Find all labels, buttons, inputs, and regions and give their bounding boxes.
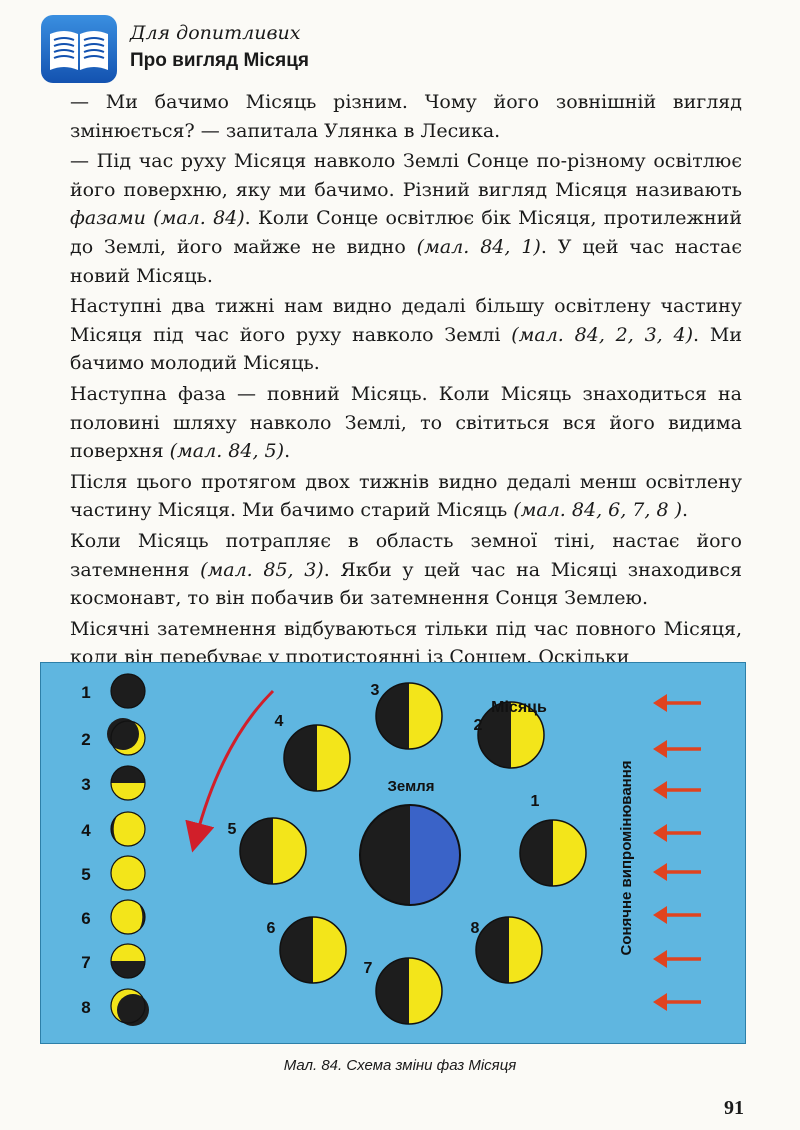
paragraph [70,468,742,525]
figure-reference: (мал. 85, 3) [200,558,324,581]
phase-number: 6 [81,909,91,928]
text-run: . Якби у цей час на Місяці знаходився космонавт, то він побачив би затемнення Сонця Землею. [70,558,742,610]
phase-lit-half [111,783,145,800]
phase-dark-half [111,961,145,978]
orbit-moon-lit [409,683,442,749]
paragraph [70,527,742,613]
phase-number: 4 [81,821,91,840]
orbit-number: 6 [266,920,276,937]
text-run: . [682,499,689,522]
sun-ray-arrowhead [653,950,667,968]
moon-phases-diagram [40,662,746,1044]
orbit-number: 1 [530,793,540,810]
phase-number: 3 [81,775,91,794]
text-run: . Коли Сонце освітлює бік Місяця, протилежний до Землі, його майже не видно [70,207,743,258]
orbit-number: 4 [274,713,284,730]
text-run: Місячні затемнення відбуваються тільки під час повного Місяця, коли він перебуває у протистоянні із Сонцем. Оскільки [70,617,742,669]
sun-ray-arrowhead [653,863,667,881]
orbit-moon-lit [317,725,350,791]
orbit-moon-lit [553,820,586,886]
sun-radiation-label: Сонячне випромінювання [618,760,635,956]
text-run: Після цього протягом двох тижнів видно дедалі менш освітлену частину Місяця. Ми бачимо старий Місяць [70,470,742,522]
sun-ray-arrowhead [653,740,667,758]
phase-number: 5 [81,865,91,884]
sun-ray-arrowhead [653,906,667,924]
text-run: . Ми бачимо молодий Місяць. [70,323,742,375]
text-run: Наступні два тижні нам видно дедалі більшу освітлену частину Місяця під час його руху навколо Землі [70,295,742,346]
moon-label: Місяць [491,699,547,716]
sun-ray-arrowhead [653,694,667,712]
sun-ray-arrowhead [653,993,667,1011]
sun-ray-arrowhead [653,824,667,842]
sun-ray-arrowhead [653,781,667,799]
phase-number: 1 [81,683,91,702]
figure-caption: Мал. 84. Схема зміни фаз Місяця [283,1057,517,1074]
orbit-moon-lit [409,958,442,1024]
text-run: . У цей час настає новий Місяць. [70,235,742,287]
figure-reference: (мал. 84, 5) [169,440,285,463]
section-title: Про вигляд Місяця [130,50,309,71]
orbit-number: 7 [363,960,373,977]
paragraph [70,292,742,378]
phase-number: 8 [81,998,91,1017]
figure-reference: фазами (мал. 84) [70,207,245,230]
paragraph [70,147,742,290]
figure-reference: (мал. 84, 6, 7, 8 ) [513,499,683,522]
phase-number: 2 [81,730,91,749]
text-run: — Ми бачимо Місяць різним. Чому його зовнішній вигляд змінюється? — запитала Улянка в Лесика. [70,91,742,142]
earth-lit-half [410,805,460,905]
page-number: 91 [724,1097,744,1119]
orbit-number: 5 [227,821,237,838]
phase-number: 7 [81,953,91,972]
orbit-number: 8 [470,920,480,937]
orbit-moon-lit [313,917,346,983]
text-run: Коли Місяць потрапляє в область земної тіні, настає його затемнення [70,529,742,581]
orbit-direction-arrow [196,691,273,838]
earth-label: Земля [387,778,435,795]
body-text [70,88,742,672]
figure-reference: (мал. 84, 1) [416,235,541,258]
paragraph [70,380,742,466]
orbit-number: 2 [473,717,483,734]
orbit-number: 3 [370,682,380,699]
text-run: . [284,440,291,463]
section-subtitle: Для допитливих [130,22,301,44]
paragraph [70,88,742,145]
figure-reference: (мал. 84, 2, 3, 4) [511,323,694,346]
orbit-moon-lit [509,917,542,983]
text-run: Наступна фаза — повний Місяць. Коли Місяць знаходиться на половині шляху навколо Землі, то світиться вся його видима поверхня [70,382,742,463]
orbit-moon-lit [273,818,306,884]
book-icon [40,14,118,84]
text-run: — Під час руху Місяця навколо Землі Сонце по-різному освітлює його поверхню, яку ми бачимо. Різний вигляд Місяця називають [70,150,742,201]
